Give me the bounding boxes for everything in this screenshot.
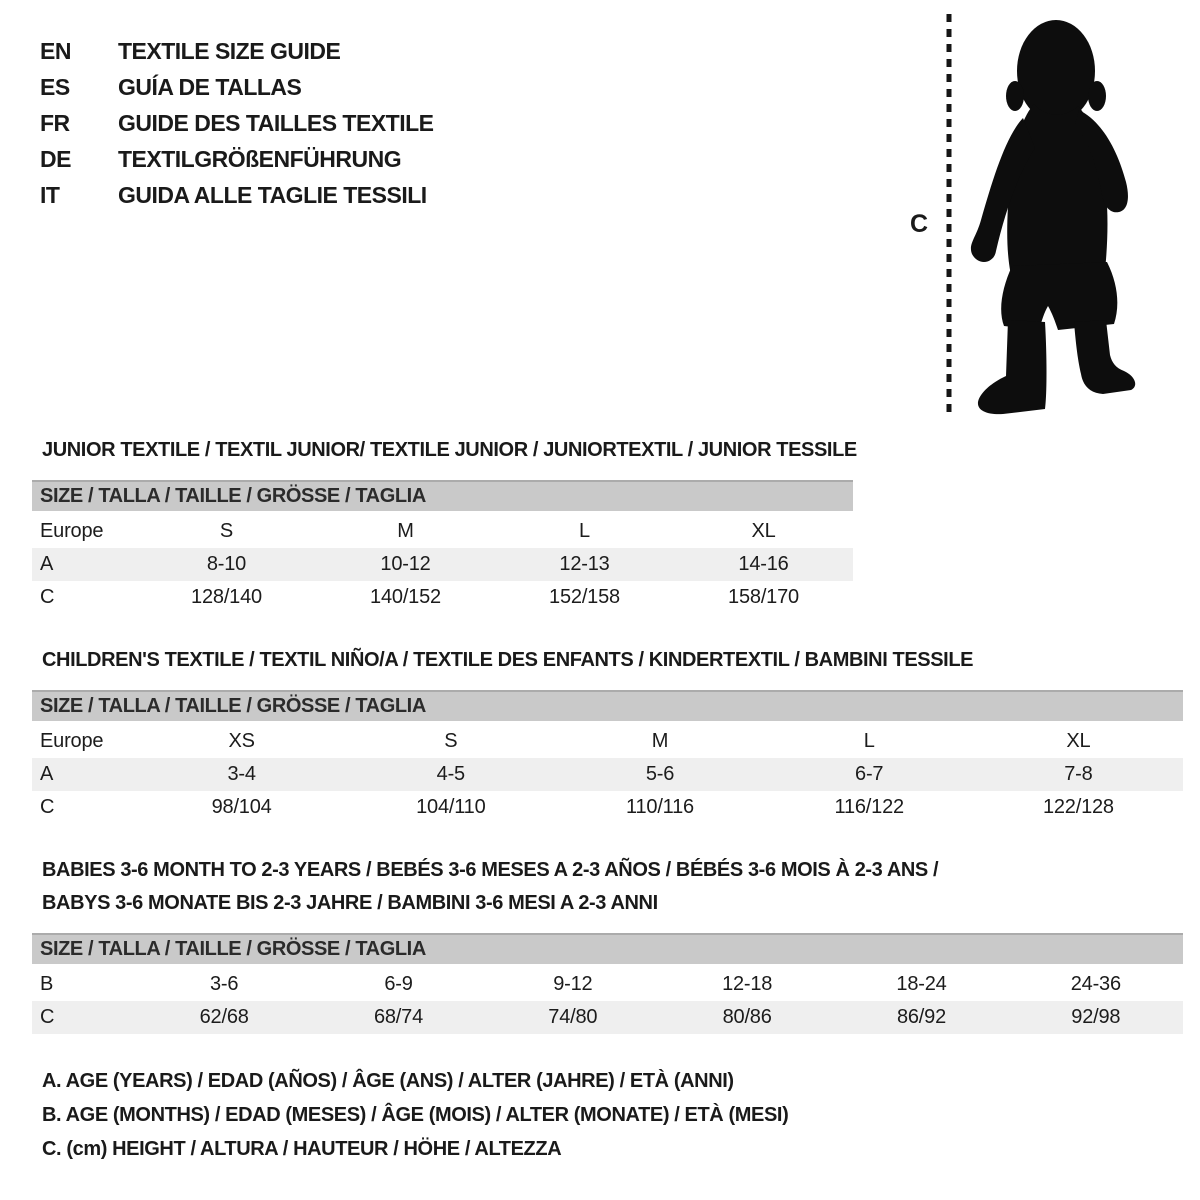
section-title: [42, 644, 1200, 677]
size-cell: XL: [1066, 730, 1091, 752]
section-title-line: BABIES 3-6 MONTH TO 2-3 YEARS / BEBÉS 3-6 MESES A 2-3 AÑOS / BÉBÉS 3-6 MOIS À 2-3 ANS /: [42, 859, 939, 881]
size-cell: 116/122: [834, 796, 904, 818]
size-cell: 104/110: [416, 796, 486, 818]
size-cell: M: [651, 730, 669, 752]
table-rows: [32, 515, 853, 614]
legend-line: B. AGE (MONTHS) / EDAD (MESES) / ÂGE (MOIS) / ALTER (MONATE) / ETÀ (MESI): [42, 1104, 789, 1126]
legend-line: A. AGE (YEARS) / EDAD (AÑOS) / ÂGE (ANS) / ALTER (JAHRE) / ETÀ (ANNI): [42, 1070, 734, 1092]
size-cell: 140/152: [370, 586, 441, 608]
row-label: C: [40, 1006, 55, 1028]
language-title: TEXTILGRÖßENFÜHRUNG: [118, 145, 402, 172]
height-dashed-line: [946, 14, 952, 416]
row-label: A: [40, 763, 54, 785]
section-title-line: BABYS 3-6 MONATE BIS 2-3 JAHRE / BAMBINI 3-6 MESI A 2-3 ANNI: [42, 892, 658, 914]
size-cell: 3-4: [227, 763, 256, 785]
row-label: B: [40, 973, 54, 995]
size-section-children: [32, 644, 1200, 824]
table-row: [32, 725, 1183, 758]
legend-line: C. (cm) HEIGHT / ALTURA / HAUTEUR / HÖHE / ALTEZZA: [42, 1138, 562, 1160]
table-row: [32, 548, 853, 581]
language-code: ES: [40, 73, 70, 100]
size-cell: 62/68: [199, 1006, 249, 1028]
row-label: Europe: [40, 520, 104, 542]
size-cell: 158/170: [728, 586, 799, 608]
table-header: SIZE / TALLA / TAILLE / GRÖSSE / TAGLIA: [32, 690, 1183, 721]
row-label: A: [40, 553, 54, 575]
size-cell: 6-7: [855, 763, 884, 785]
table-row: [32, 968, 1183, 1001]
size-cell: 4-5: [436, 763, 465, 785]
table-rows: [32, 968, 1183, 1034]
size-cell: M: [397, 520, 414, 542]
size-cell: 10-12: [380, 553, 431, 575]
table-header: SIZE / TALLA / TAILLE / GRÖSSE / TAGLIA: [32, 480, 853, 511]
size-cell: 74/80: [548, 1006, 598, 1028]
size-cell: L: [579, 520, 590, 542]
language-code: DE: [40, 145, 71, 172]
guide-header: [0, 0, 1200, 420]
size-cell: 68/74: [373, 1006, 424, 1028]
table-row: [32, 1001, 1183, 1034]
language-title: TEXTILE SIZE GUIDE: [118, 37, 341, 64]
row-label: C: [40, 586, 55, 608]
size-cell: 8-10: [206, 553, 247, 575]
language-code: EN: [40, 37, 71, 64]
size-cell: S: [444, 730, 458, 752]
table-rows: [32, 725, 1183, 824]
size-table: [32, 933, 1183, 1034]
size-sections: [0, 420, 1200, 1034]
size-cell: 80/86: [722, 1006, 772, 1028]
size-cell: 98/104: [211, 796, 272, 818]
size-cell: 86/92: [896, 1006, 946, 1028]
size-cell: 110/116: [626, 796, 694, 818]
row-label: Europe: [40, 730, 104, 752]
size-cell: XS: [228, 730, 255, 752]
language-title: GUIDE DES TAILLES TEXTILE: [118, 109, 434, 136]
size-cell: XL: [751, 520, 776, 542]
size-cell: 24-36: [1070, 973, 1121, 995]
size-cell: 152/158: [549, 586, 620, 608]
size-cell: 14-16: [738, 553, 789, 575]
size-cell: L: [863, 730, 875, 752]
table-row: [32, 758, 1183, 791]
section-title: [42, 434, 1200, 467]
size-cell: S: [219, 520, 234, 542]
size-cell: 18-24: [896, 973, 947, 995]
size-cell: 12-13: [559, 553, 610, 575]
language-title: GUÍA DE TALLAS: [118, 73, 302, 100]
size-cell: 6-9: [384, 973, 413, 995]
size-cell: 122/128: [1042, 796, 1114, 818]
language-code: FR: [40, 109, 70, 136]
table-row: [32, 581, 853, 614]
language-title: GUIDA ALLE TAGLIE TESSILI: [118, 181, 427, 208]
size-cell: 7-8: [1064, 763, 1093, 785]
table-header: SIZE / TALLA / TAILLE / GRÖSSE / TAGLIA: [32, 933, 1183, 964]
size-section-junior: [32, 434, 1200, 614]
size-section-babies: [32, 854, 1200, 1034]
language-code: IT: [40, 181, 60, 208]
size-cell: 12-18: [722, 973, 773, 995]
height-measure-label: C: [910, 210, 929, 238]
table-row: [32, 791, 1183, 824]
row-label: C: [40, 796, 55, 818]
table-row: [32, 515, 853, 548]
height-figure: [0, 0, 1200, 420]
size-cell: 92/98: [1071, 1006, 1121, 1028]
section-title-line: CHILDREN'S TEXTILE / TEXTIL NIÑO/A / TEXTILE DES ENFANTS / KINDERTEXTIL / BAMBINI TESSILE: [42, 649, 974, 671]
legend: [42, 1064, 1200, 1166]
section-title: [42, 854, 1200, 920]
toddler-silhouette-icon: [955, 14, 1140, 416]
size-cell: 5-6: [645, 763, 675, 785]
size-table: [32, 480, 853, 614]
size-cell: 9-12: [553, 973, 593, 995]
size-table: [32, 690, 1183, 824]
section-title-line: JUNIOR TEXTILE / TEXTIL JUNIOR/ TEXTILE JUNIOR / JUNIORTEXTIL / JUNIOR TESSILE: [42, 439, 857, 461]
size-cell: 128/140: [191, 586, 262, 608]
size-cell: 3-6: [210, 973, 239, 995]
